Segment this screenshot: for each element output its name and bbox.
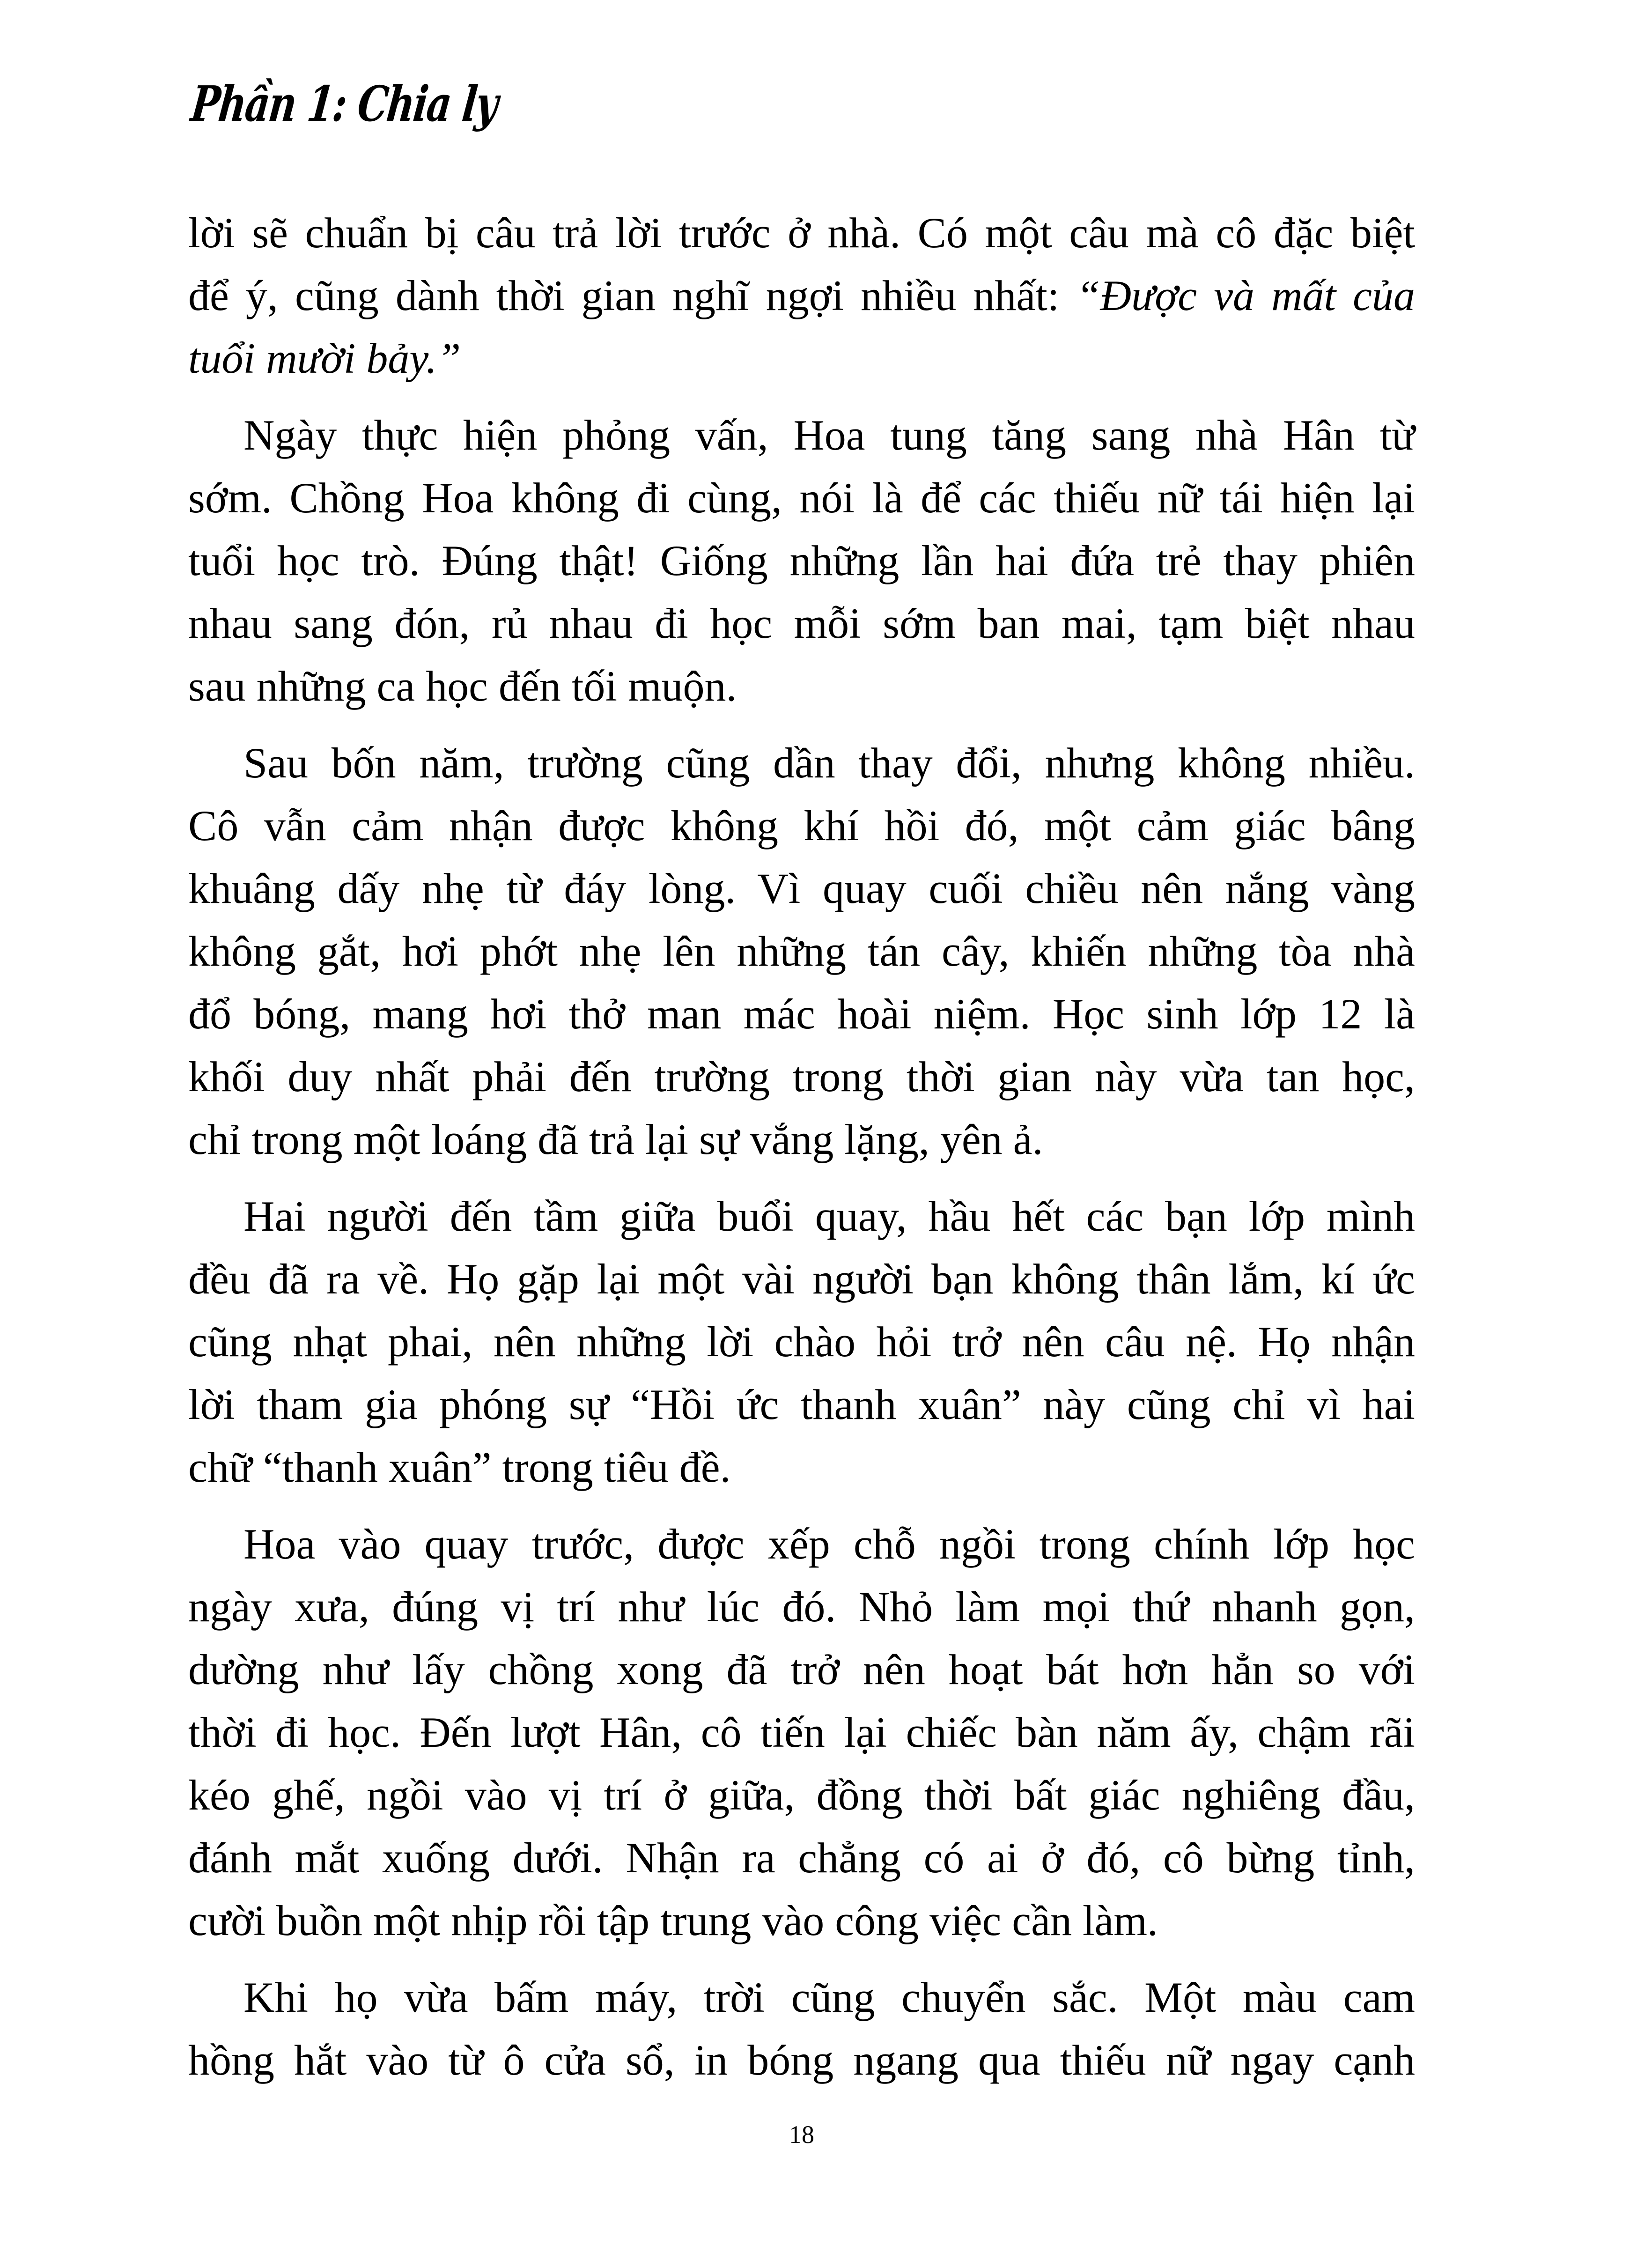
text-line: [188, 1436, 1415, 1499]
text-segment: Hoa vào quay trước, được xếp chỗ ngồi trong chính lớp học: [243, 1520, 1415, 1568]
text-segment: Ngày thực hiện phỏng vấn, Hoa tung tăng sang nhà Hân từ: [243, 411, 1415, 459]
text-line: [188, 920, 1415, 983]
italic-text-segment: “Được và mất của: [1076, 272, 1415, 319]
text-segment: lời sẽ chuẩn bị câu trả lời trước ở nhà. Có một câu mà cô đặc biệt: [188, 209, 1415, 257]
text-segment: chỉ trong một loáng đã trả lại sự vắng lặng, yên ả.: [188, 1116, 1043, 1163]
paragraph: [188, 404, 1415, 717]
text-line: [188, 1966, 1415, 2029]
text-line: [188, 1575, 1415, 1638]
text-segment: đổ bóng, mang hơi thở man mác hoài niệm. Học sinh lớp 12 là: [188, 990, 1415, 1038]
paragraph: [188, 201, 1415, 390]
paragraph: [188, 1185, 1415, 1499]
text-line: [188, 1108, 1415, 1171]
text-segment: Cô vẫn cảm nhận được không khí hồi đó, một cảm giác bâng: [188, 802, 1415, 850]
text-segment: Hai người đến tầm giữa buổi quay, hầu hết các bạn lớp mình: [243, 1192, 1415, 1240]
text-line: [188, 1701, 1415, 1764]
text-line: [188, 731, 1415, 794]
text-line: [188, 1248, 1415, 1310]
text-segment: khuâng dấy nhẹ từ đáy lòng. Vì quay cuối chiều nên nắng vàng: [188, 864, 1415, 912]
text-line: [188, 983, 1415, 1045]
text-segment: nhau sang đón, rủ nhau đi học mỗi sớm ban mai, tạm biệt nhau: [188, 599, 1415, 647]
paragraph: [188, 1513, 1415, 1952]
text-segment: đều đã ra về. Họ gặp lại một vài người bạn không thân lắm, kí ức: [188, 1255, 1415, 1303]
text-line: [188, 529, 1415, 592]
text-segment: Khi họ vừa bấm máy, trời cũng chuyển sắc. Một màu cam: [243, 1973, 1415, 2021]
text-line: [188, 1638, 1415, 1701]
text-segment: hồng hắt vào từ ô cửa sổ, in bóng ngang qua thiếu nữ ngay cạnh: [188, 2036, 1415, 2084]
text-line: [188, 404, 1415, 466]
text-segment: tuổi học trò. Đúng thật! Giống những lần hai đứa trẻ thay phiên: [188, 537, 1415, 584]
text-segment: khối duy nhất phải đến trường trong thời gian này vừa tan học,: [188, 1053, 1415, 1101]
paragraph: [188, 731, 1415, 1171]
text-line: [188, 857, 1415, 920]
text-segment: Sau bốn năm, trường cũng dần thay đổi, nhưng không nhiều.: [243, 739, 1415, 787]
text-line: [188, 592, 1415, 655]
text-line: [188, 264, 1415, 327]
paragraph: [188, 1966, 1415, 2091]
text-segment: kéo ghế, ngồi vào vị trí ở giữa, đồng thời bất giác nghiêng đầu,: [188, 1771, 1415, 1819]
text-line: [188, 466, 1415, 529]
text-line: [188, 794, 1415, 857]
text-line: [188, 1513, 1415, 1575]
body-text: [188, 201, 1415, 2091]
text-line: [188, 1185, 1415, 1248]
text-line: [188, 1045, 1415, 1108]
page-number: 18: [789, 2120, 814, 2149]
text-segment: chữ “thanh xuân” trong tiêu đề.: [188, 1443, 731, 1491]
text-line: [188, 1764, 1415, 1826]
text-line: [188, 1889, 1415, 1952]
running-header: Phần 1: Chia ly: [188, 75, 501, 133]
text-segment: sau những ca học đến tối muộn.: [188, 662, 737, 710]
text-line: [188, 201, 1415, 264]
text-segment: lời tham gia phóng sự “Hồi ức thanh xuân” này cũng chỉ vì hai: [188, 1381, 1415, 1428]
text-segment: đánh mắt xuống dưới. Nhận ra chẳng có ai ở đó, cô bừng tỉnh,: [188, 1834, 1415, 1882]
text-segment: không gắt, hơi phớt nhẹ lên những tán cây, khiến những tòa nhà: [188, 927, 1415, 975]
text-segment: dường như lấy chồng xong đã trở nên hoạt bát hơn hẳn so với: [188, 1646, 1415, 1693]
text-segment: ngày xưa, đúng vị trí như lúc đó. Nhỏ làm mọi thứ nhanh gọn,: [188, 1583, 1415, 1631]
text-line: [188, 2029, 1415, 2091]
text-line: [188, 327, 1415, 390]
text-line: [188, 1310, 1415, 1373]
text-segment: cũng nhạt phai, nên những lời chào hỏi trở nên câu nệ. Họ nhận: [188, 1318, 1415, 1366]
text-segment: thời đi học. Đến lượt Hân, cô tiến lại chiếc bàn năm ấy, chậm rãi: [188, 1708, 1415, 1756]
italic-text-segment: tuổi mười bảy.”: [188, 334, 461, 382]
text-line: [188, 655, 1415, 717]
text-segment: cười buồn một nhịp rồi tập trung vào công việc cần làm.: [188, 1897, 1158, 1944]
text-segment: để ý, cũng dành thời gian nghĩ ngợi nhiều nhất:: [188, 272, 1077, 319]
text-line: [188, 1373, 1415, 1436]
text-segment: sớm. Chồng Hoa không đi cùng, nói là để các thiếu nữ tái hiện lại: [188, 474, 1415, 522]
text-line: [188, 1826, 1415, 1889]
